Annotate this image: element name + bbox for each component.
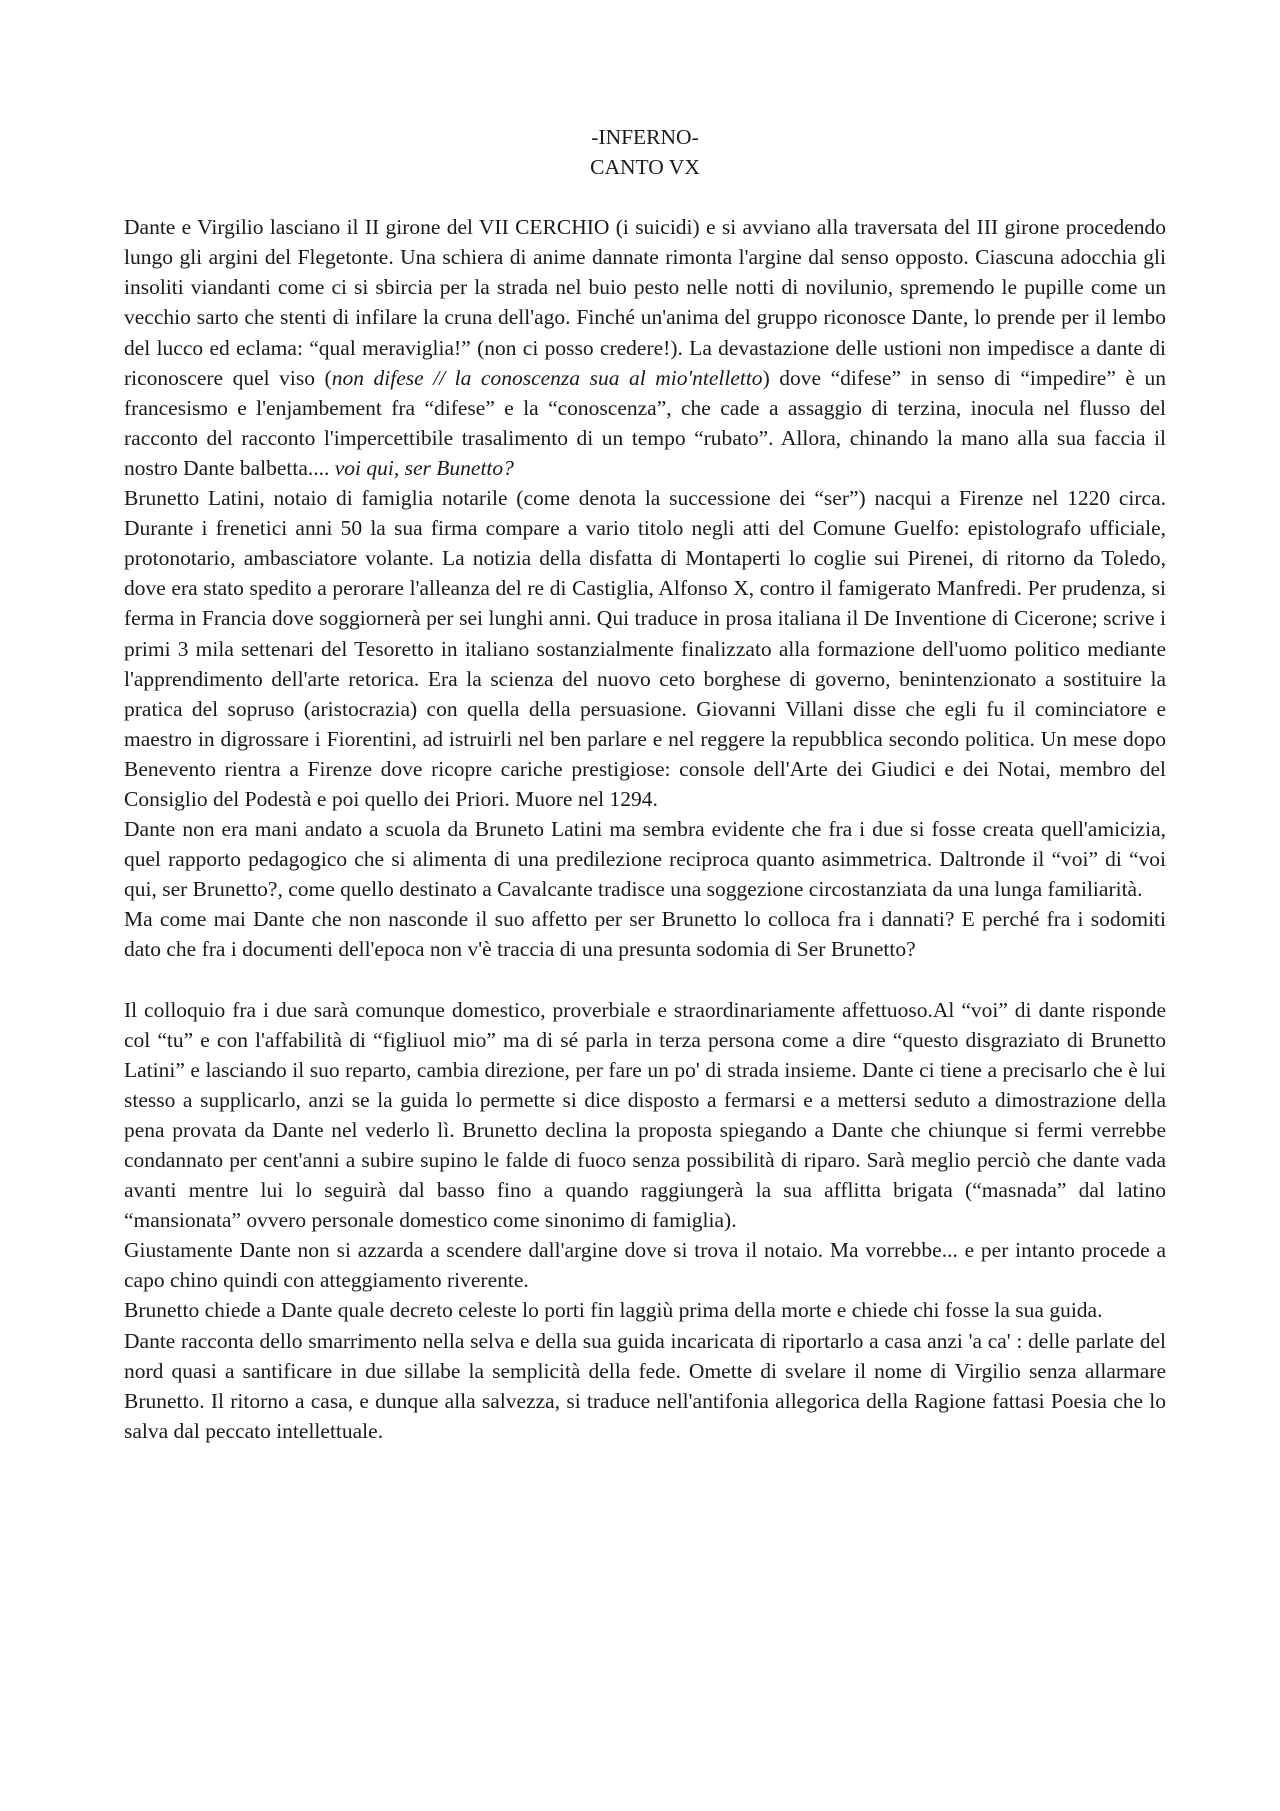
document-page xyxy=(124,122,1166,1446)
paragraph-argine: Giustamente Dante non si azzarda a scendere dall'argine dove si trova il notaio. Ma vorrebbe... e per intanto procede a capo chino quindi con atteggiamento riverente. xyxy=(124,1238,1166,1293)
paragraph-intro-quote-end: voi qui, ser Bunetto? xyxy=(334,455,514,480)
document-subtitle: CANTO VX xyxy=(590,155,700,180)
title-block xyxy=(124,122,1166,182)
paragraph-gap xyxy=(124,965,1166,995)
paragraph-biography: Brunetto Latini, notaio di famiglia notarile (come denota la successione dei “ser”) nacqui a Firenze nel 1220 circa. Durante i frenetici anni 50 la sua firma compare a vario titolo negli atti del Comune Guelfo: epistolografo ufficiale, protonotario, ambasciatore volante. La notizia della disfatta di Montaperti lo coglie sui Pirenei, di ritorno da Toledo, dove era stato spedito a perorare l'alleanza del re di Castiglia, Alfonso X, contro il famigerato Manfredi. Per prudenza, si ferma in Francia dove soggiornerà per sei lunghi anni. Qui traduce in prosa italiana il De Inventione di Cicerone; scrive i primi 3 mila settenari del Tesoretto in italiano sostanzialmente finalizzato alla formazione dell'uomo politico mediante l'apprendimento dell'arte retorica. Era la scienza del nuovo ceto borghese di governo, benintenzionato a sostituire la pratica del sopruso (aristocrazia) con quella della persuasione. Giovanni Villani disse che egli fu il cominciatore e maestro in digrossare i Fiorentini, ad istruirli nel ben parlare e nel reggere la repubblica secondo politica. Un mese dopo Benevento rientra a Firenze dove ricopre cariche prestigiose: console dell'Arte dei Giudici e dei Notai, membro del Consiglio del Podestà e poi quello dei Priori. Muore nel 1294. xyxy=(124,486,1166,811)
paragraph-intro-quote: non difese // la conoscenza sua al mio'ntelletto xyxy=(331,365,763,390)
paragraph-intro-text-a: Dante e Virgilio lasciano il II girone del VII CERCHIO (i suicidi) e si avviano alla traversata del III girone procedendo lungo gli argini del Flegetonte. Una schiera di anime dannate rimonta l'argine dal senso opposto. Ciascuna adocchia gli insoliti viandanti come ci si sbircia per la strada nel buio pesto nelle notti di novilunio, spremendo le pupille come un vecchio sarto che stenti di infilare la cruna dell'ago. Finché un'anima del gruppo riconosce Dante, lo prende per il lembo del lucco ed eclama: “qual meraviglia!” (non ci posso credere!). La devastazione delle ustioni non impedisce a dante di riconoscere quel viso ( xyxy=(124,215,1166,390)
document-title: -INFERNO- xyxy=(591,125,699,149)
paragraph-friendship: Dante non era mani andato a scuola da Bruneto Latini ma sembra evidente che fra i due si fosse creata quell'amicizia, quel rapporto pedagogico che si alimenta di una predilezione reciproca quanto asimmetrica. Daltronde il “voi” di “voi qui, ser Brunetto?, come quello destinato a Cavalcante tradisce una soggezione circostanziata da una lunga familiarità. xyxy=(124,817,1166,902)
paragraph-intro xyxy=(124,212,1166,483)
paragraph-smarrimento: Dante racconta dello smarrimento nella selva e della sua guida incaricata di riportarlo a casa anzi 'a ca' : delle parlate del nord quasi a santificare in due sillabe la semplicità della fede. Omette di svelare il nome di Virgilio senza allarmare Brunetto. Il ritorno a casa, e dunque alla salvezza, si traduce nell'antifonia allegorica della Ragione fattasi Poesia che lo salva dal peccato intellettuale. xyxy=(124,1328,1166,1443)
paragraph-decreto: Brunetto chiede a Dante quale decreto celeste lo porti fin laggiù prima della morte e chiede chi fosse la sua guida. xyxy=(124,1298,1103,1323)
paragraph-colloquio: Il colloquio fra i due sarà comunque domestico, proverbiale e straordinariamente affettuoso.Al “voi” di dante risponde col “tu” e con l'affabilità di “figliuol mio” ma di sé parla in terza persona come a dire “questo disgraziato di Brunetto Latini” e lasciando il suo reparto, cambia direzione, per fare un po' di strada insieme. Dante ci tiene a precisarlo che è lui stesso a supplicarlo, anzi se la guida lo permette si dice disposto a fermarsi e a mettersi seduto a dimostrazione della pena provata da Dante nel vederlo lì. Brunetto declina la proposta spiegando a Dante che chiunque si fermi verrebbe condannato per cent'anni a subire supino le falde di fuoco senza possibilità di riparo. Sarà meglio perciò che dante vada avanti mentre lui lo seguirà dal basso fino a quando raggiungerà la sua afflitta brigata (“masnada” dal latino “mansionata” ovvero personale domestico come sinonimo di famiglia). xyxy=(124,997,1166,1233)
paragraph-intro-text-c: ) dove “difese” in senso di “impedire” è un francesismo e l'enjambement fra “difese” e la “conoscenza”, che cade a assaggio di terzina, inocula nel flusso del racconto del racconto l'impercettibile trasalimento di un tempo “rubato”. Allora, chinando la mano alla sua faccia il nostro Dante balbetta.... xyxy=(124,365,1167,480)
paragraph-question: Ma come mai Dante che non nasconde il suo affetto per ser Brunetto lo colloca fra i dannati? E perché fra i sodomiti dato che fra i documenti dell'epoca non v'è traccia di una presunta sodomia di Ser Brunetto? xyxy=(124,907,1166,962)
